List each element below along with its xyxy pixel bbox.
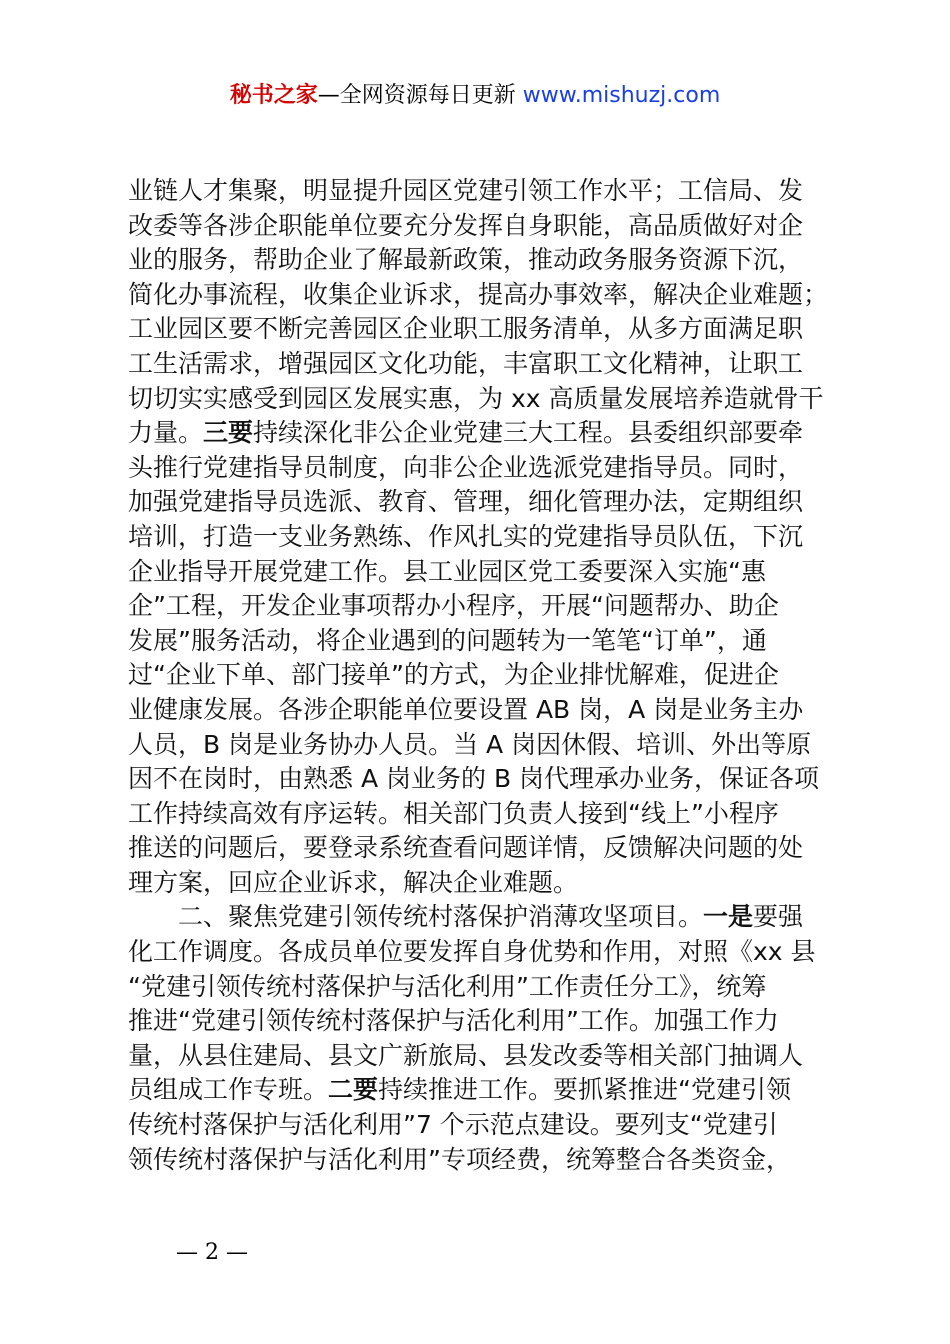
text-line: 企”工程，开发企业事项帮办小程序，开展“问题帮办、助企 [128,591,779,621]
text-line: 改委等各涉企职能单位要充分发挥自身职能，高品质做好对企 [128,210,804,240]
text-line: 因不在岗时，由熟悉 A 岗业务的 B 岗代理承办业务，保证各项 [128,764,820,794]
text-line: 领传统村落保护与活化利用”专项经费，统筹整合各类资金， [128,1144,791,1174]
text-line: 量，从县住建局、县文广新旅局、县发改委等相关部门抽调人 [128,1040,804,1070]
text-segment: 力量。 [128,418,204,448]
text-line: 业的服务，帮助企业了解最新政策，推动政务服务资源下沉， [128,245,804,275]
text-line: 简化办事流程，收集企业诉求，提高办事效率，解决企业难题； [128,279,829,309]
text-line: 化工作调度。各成员单位要发挥自身优势和作用，对照《xx 县 [128,937,816,967]
text-line: 工生活需求，增强园区文化功能，丰富职工文化精神，让职工 [128,348,804,378]
bold-keyword: 三要 [203,418,254,448]
text-line: 加强党建指导员选派、教育、管理，细化管理办法，定期组织 [128,487,804,517]
text-line [128,1073,836,1108]
text-line: 企业指导开展党建工作。县工业园区党工委要深入实施“惠 [128,556,766,586]
text-segment: 持续推进工作。要抓紧推进“党建引领 [378,1075,791,1105]
text-line: 推进“党建引领传统村落保护与活化利用”工作。加强工作力 [128,1006,779,1036]
header-tagline: —全网资源每日更新 [317,83,523,108]
site-header [0,80,950,112]
bold-keyword: 二要 [328,1075,379,1105]
text-segment: 员组成工作专班。 [128,1075,329,1105]
text-line: 工作持续高效有序运转。相关部门负责人接到“线上”小程序 [128,798,779,828]
text-line: 发展”服务活动，将企业遇到的问题转为一笔笔“订单”，通 [128,625,767,655]
text-line [128,416,836,451]
site-url[interactable]: www.mishuzj.com [522,83,721,108]
brand-name: 秘书之家 [229,83,318,108]
bold-keyword: 一是 [703,902,754,932]
text-line: 培训，打造一支业务熟练、作风扎实的党建指导员队伍，下沉 [128,521,804,551]
section-heading: 二、聚焦党建引领传统村落保护消薄攻坚项目。 [178,902,704,932]
text-line: 理方案，回应企业诉求，解决企业难题。 [128,867,579,897]
text-line: 工业园区要不断完善园区企业职工服务清单，从多方面满足职 [128,314,804,344]
text-line: 过“企业下单、部门接单”的方式，为企业排忧解难，促进企 [128,660,779,690]
page-number: — 2 — [176,1240,248,1265]
text-line: “党建引领传统村落保护与活化利用”工作责任分工》，统筹 [128,971,767,1001]
text-segment: 要强 [753,902,804,932]
text-line [128,900,836,935]
text-line: 推送的问题后，要登录系统查看问题详情，反馈解决问题的处 [128,833,804,863]
text-segment: 持续深化非公企业党建三大工程。县委组织部要牵 [253,418,804,448]
text-line: 业健康发展。各涉企职能单位要设置 AB 岗，A 岗是业务主办 [128,694,804,724]
text-line: 头推行党建指导员制度，向非公企业选派党建指导员。同时， [128,452,804,482]
text-line: 传统村落保护与活化利用”7 个示范点建设。要列支“党建引 [128,1110,778,1140]
text-line: 切切实实感受到园区发展实惠，为 xx 高质量发展培养造就骨干 [128,383,824,413]
document-body [128,174,836,1177]
text-line: 人员，B 岗是业务协办人员。当 A 岗因休假、培训、外出等原 [128,729,812,759]
text-line: 业链人才集聚，明显提升园区党建引领工作水平；工信局、发 [128,176,804,205]
